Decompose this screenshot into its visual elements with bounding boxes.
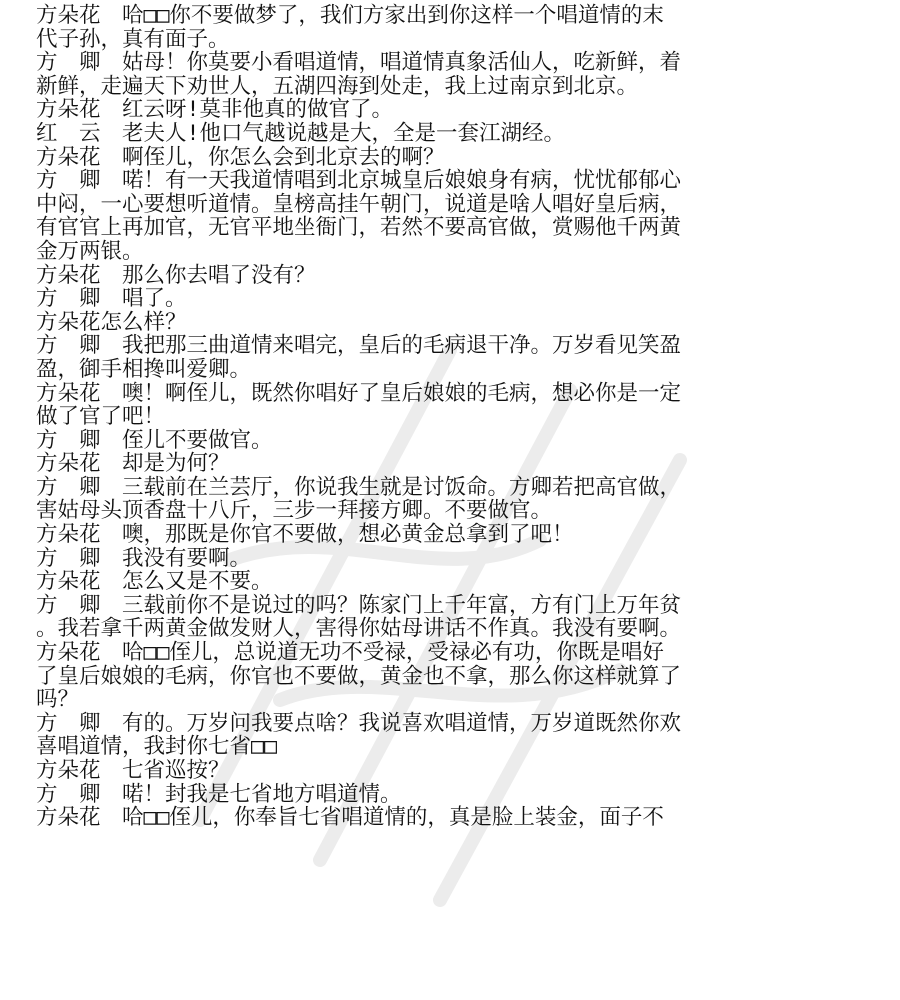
text-line: 盈，御手相搀叫爱卿。 [36,356,252,382]
text-line: 新鲜，走遍天下劝世人，五湖四海到处走，我上过南京到北京。 [36,73,639,99]
text-line: 方朵花怎么样？ [36,309,187,335]
text-line: 方朵花 噢！啊侄儿，既然你唱好了皇后娘娘的毛病，想必你是一定 [36,380,682,406]
text-line: 方 卿 三载前在兰芸厅，你说我生就是讨饭命。方卿若把高官做， [36,474,682,500]
text-line: 方 卿 喏！有一天我道情唱到北京城皇后娘娘身有病，忧忧郁郁心 [36,168,682,194]
text-line: 方朵花 啊侄儿，你怎么会到北京去的啊？ [36,144,445,170]
text-line: 。我若拿千两黄金做发财人，害得你姑母讲话不作真。我没有要啊。 [36,616,682,642]
text-line: 方朵花 噢，那既是你官不要做，想必黄金总拿到了吧！ [36,522,574,548]
text-line: 中闷，一心要想听道情。皇榜高挂午朝门，说道是啥人唱好皇后病， [36,191,682,217]
text-line: 方朵花 哈□□你不要做梦了，我们方家出到你这样一个唱道情的末 [36,3,664,28]
text-line: 有官官上再加官，无官平地坐衙门，若然不要高官做，赏赐他千两黄 [36,215,682,241]
script-text [36,4,876,830]
text-line: 方朵花 哈□□侄儿，总说道无功不受禄，受禄必有功，你既是唱好 [36,640,664,666]
text-line: 方 卿 喏！封我是七省地方唱道情。 [36,781,402,807]
text-line: 方 卿 侄儿不要做官。 [36,427,273,453]
text-line: 方 卿 姑母！你莫要小看唱道情，唱道情真象活仙人，吃新鲜，着 [36,50,682,76]
text-line: 方朵花 那么你去唱了没有？ [36,262,316,288]
text-line: 方朵花 怎么又是不要。 [36,569,273,595]
text-line: 方 卿 三载前你不是说过的吗？陈家门上千年富，方有门上万年贫 [36,592,682,618]
text-line: 吗？ [36,687,80,713]
text-line: 方朵花 七省巡按？ [36,758,230,783]
text-line: 了皇后娘娘的毛病，你官也不要做，黄金也不拿，那么你这样就算了 [36,663,682,689]
text-line: 做了官了吧！ [36,404,166,430]
text-line: 方 卿 有的。万岁问我要点啥？我说喜欢唱道情，万岁道既然你欢 [36,710,682,736]
text-line: 害姑母头顶香盘十八斤，三步一拜接方卿。不要做官。 [36,498,553,524]
text-line: 方朵花 哈□□侄儿，你奉旨七省唱道情的，真是脸上装金，面子不 [36,805,664,831]
text-line: 金万两银。 [36,238,144,264]
text-line: 方 卿 唱了。 [36,286,187,312]
text-line: 红 云 老夫人!他口气越说越是大，全是一套江湖经。 [36,120,565,146]
text-line: 喜唱道情，我封你七省□□ [36,734,277,760]
text-line: 方 卿 我没有要啊。 [36,545,252,571]
text-line: 方朵花 却是为何？ [36,451,230,477]
text-line: 代子孙，真有面子。 [36,26,230,52]
text-line: 方 卿 我把那三曲道情来唱完，皇后的毛病退干净。万岁看见笑盈 [36,333,682,359]
text-line: 方朵花 红云呀!莫非他真的做官了。 [36,97,393,123]
